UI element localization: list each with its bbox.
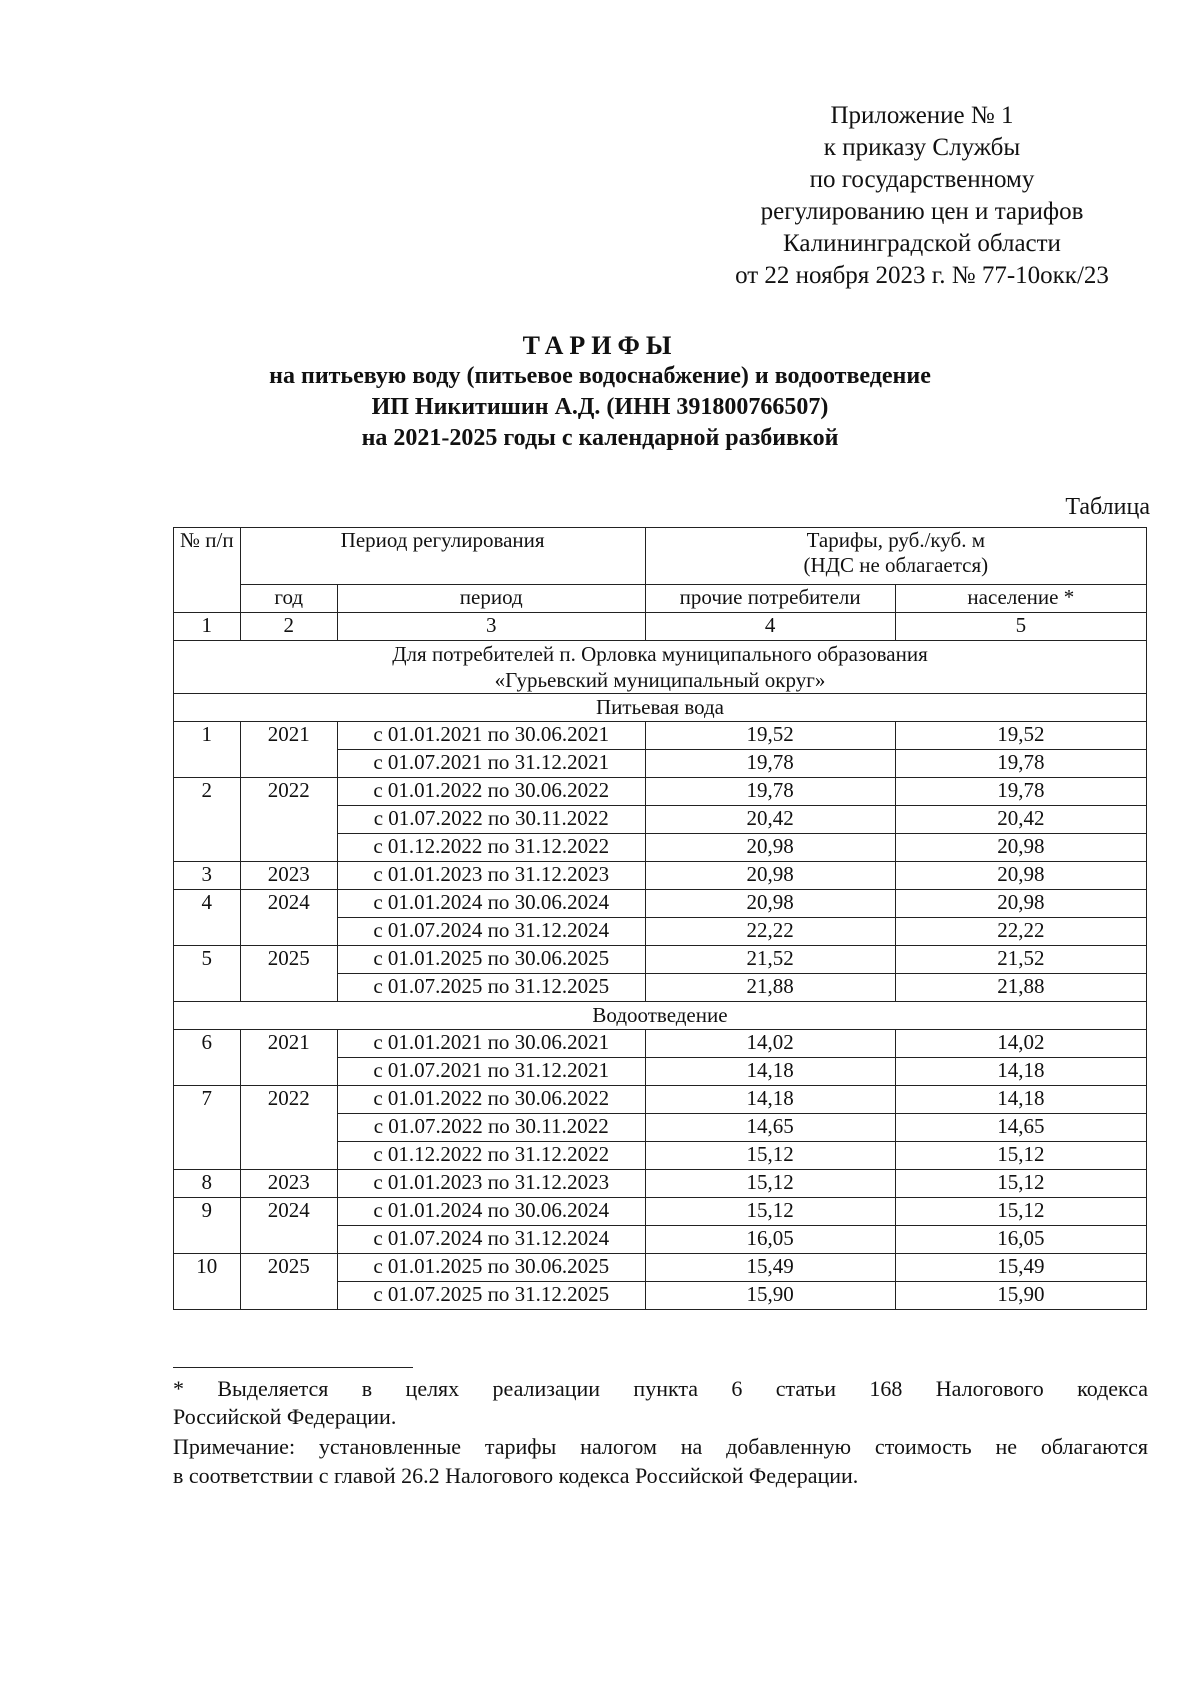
column-number: 2	[240, 613, 337, 641]
footnote-line: * Выделяется в целях реализации пункта 6 статьи 168 Налогового кодекса	[173, 1376, 1148, 1401]
tariff-population: 20,98	[895, 890, 1146, 918]
table-header-row	[174, 528, 1147, 585]
appendix-line: от 22 ноября 2023 г. № 77-10окк/23	[735, 262, 1109, 289]
footnote	[173, 1375, 1148, 1431]
table-row	[174, 1170, 1147, 1198]
title-line: ИП Никитишин А.Д. (ИНН 391800766507)	[371, 394, 829, 420]
tariff-population: 15,12	[895, 1142, 1146, 1170]
row-number: 7	[174, 1086, 241, 1170]
header-other-consumers: прочие потребители	[645, 585, 895, 613]
row-year: 2024	[240, 890, 337, 946]
row-period: с 01.12.2022 по 31.12.2022	[337, 1142, 645, 1170]
row-period: с 01.07.2022 по 30.11.2022	[337, 806, 645, 834]
section-row	[174, 694, 1147, 722]
tariff-other-consumers: 15,90	[645, 1282, 895, 1310]
tariff-population: 20,42	[895, 806, 1146, 834]
row-period: с 01.01.2021 по 30.06.2021	[337, 722, 645, 750]
row-period: с 01.07.2022 по 30.11.2022	[337, 1114, 645, 1142]
document-title	[170, 330, 1030, 454]
consumers-line: Для потребителей п. Орловка муниципального образования	[392, 642, 928, 666]
appendix-line: Калининградской области	[783, 230, 1061, 257]
row-number: 8	[174, 1170, 241, 1198]
table-caption: Таблица	[1065, 494, 1150, 520]
row-number: 3	[174, 862, 241, 890]
tariff-population: 20,98	[895, 862, 1146, 890]
tariff-population: 20,98	[895, 834, 1146, 862]
footnote-divider	[173, 1367, 413, 1368]
column-number: 4	[645, 613, 895, 641]
row-year: 2021	[240, 722, 337, 778]
title-line: на питьевую воду (питьевое водоснабжение) и водоотведение	[269, 363, 931, 389]
tariff-population: 21,88	[895, 974, 1146, 1002]
tariff-other-consumers: 14,18	[645, 1086, 895, 1114]
tariff-population: 14,65	[895, 1114, 1146, 1142]
note-line: в соответствии с главой 26.2 Налогового кодекса Российской Федерации.	[173, 1463, 859, 1488]
table-row	[174, 1030, 1147, 1058]
tariff-population: 15,90	[895, 1282, 1146, 1310]
table-row	[174, 722, 1147, 750]
tariff-population: 19,78	[895, 778, 1146, 806]
tariff-other-consumers: 20,98	[645, 890, 895, 918]
row-period: с 01.07.2021 по 31.12.2021	[337, 1058, 645, 1086]
row-period: с 01.01.2025 по 30.06.2025	[337, 946, 645, 974]
row-period: с 01.01.2024 по 30.06.2024	[337, 1198, 645, 1226]
tariff-other-consumers: 14,65	[645, 1114, 895, 1142]
note-line: Примечание: установленные тарифы налогом на добавленную стоимость не облагаются	[173, 1434, 1148, 1459]
tariff-other-consumers: 21,52	[645, 946, 895, 974]
tariff-other-consumers: 15,12	[645, 1170, 895, 1198]
consumers-row	[174, 641, 1147, 694]
table-row	[174, 1254, 1147, 1282]
header-tariffs-line: (НДС не облагается)	[803, 553, 989, 577]
footnote-line: Российской Федерации.	[173, 1404, 397, 1429]
header-year: год	[240, 585, 337, 613]
table-row	[174, 946, 1147, 974]
row-period: с 01.07.2025 по 31.12.2025	[337, 1282, 645, 1310]
appendix-line: регулированию цен и тарифов	[760, 198, 1084, 225]
row-period: с 01.01.2021 по 30.06.2021	[337, 1030, 645, 1058]
tariff-population: 19,52	[895, 722, 1146, 750]
row-period: с 01.07.2024 по 31.12.2024	[337, 918, 645, 946]
header-num: № п/п	[174, 528, 241, 613]
table-row	[174, 1198, 1147, 1226]
title-line: на 2021-2025 годы с календарной разбивкой	[361, 425, 839, 451]
section-title: Водоотведение	[174, 1002, 1147, 1030]
row-period: с 01.07.2024 по 31.12.2024	[337, 1226, 645, 1254]
column-number: 3	[337, 613, 645, 641]
appendix-reference	[692, 100, 1152, 292]
row-year: 2025	[240, 946, 337, 1002]
row-period: с 01.07.2025 по 31.12.2025	[337, 974, 645, 1002]
tariff-other-consumers: 20,98	[645, 834, 895, 862]
header-tariffs-line: Тарифы, руб./куб. м	[806, 528, 986, 552]
appendix-line: Приложение № 1	[830, 102, 1014, 129]
row-period: с 01.01.2025 по 30.06.2025	[337, 1254, 645, 1282]
tariff-population: 15,12	[895, 1170, 1146, 1198]
column-number-row	[174, 613, 1147, 641]
row-period: с 01.01.2022 по 30.06.2022	[337, 1086, 645, 1114]
table-header-row	[174, 585, 1147, 613]
tariff-population: 19,78	[895, 750, 1146, 778]
tariff-other-consumers: 14,18	[645, 1058, 895, 1086]
consumers-line: «Гурьевский муниципальный округ»	[494, 668, 826, 692]
row-year: 2022	[240, 1086, 337, 1170]
tariff-population: 14,18	[895, 1086, 1146, 1114]
tariff-other-consumers: 20,42	[645, 806, 895, 834]
table-row	[174, 1086, 1147, 1114]
row-year: 2021	[240, 1030, 337, 1086]
section-row	[174, 1002, 1147, 1030]
row-number: 9	[174, 1198, 241, 1254]
header-tariffs-group	[645, 528, 1146, 585]
tariffs-table	[173, 527, 1147, 1310]
tariff-other-consumers: 19,78	[645, 778, 895, 806]
row-period: с 01.07.2021 по 31.12.2021	[337, 750, 645, 778]
section-title: Питьевая вода	[174, 694, 1147, 722]
row-period: с 01.12.2022 по 31.12.2022	[337, 834, 645, 862]
tariff-population: 16,05	[895, 1226, 1146, 1254]
note	[173, 1432, 1148, 1490]
appendix-line: к приказу Службы	[823, 134, 1021, 161]
row-period: с 01.01.2023 по 31.12.2023	[337, 862, 645, 890]
row-number: 4	[174, 890, 241, 946]
column-number: 1	[174, 613, 241, 641]
header-period: период	[337, 585, 645, 613]
row-year: 2025	[240, 1254, 337, 1310]
tariff-population: 22,22	[895, 918, 1146, 946]
row-number: 10	[174, 1254, 241, 1310]
tariff-other-consumers: 22,22	[645, 918, 895, 946]
table-row	[174, 890, 1147, 918]
header-population: население *	[895, 585, 1146, 613]
row-number: 2	[174, 778, 241, 862]
tariff-population: 15,12	[895, 1198, 1146, 1226]
tariff-other-consumers: 16,05	[645, 1226, 895, 1254]
tariff-other-consumers: 21,88	[645, 974, 895, 1002]
tariff-other-consumers: 19,52	[645, 722, 895, 750]
row-number: 6	[174, 1030, 241, 1086]
tariff-other-consumers: 19,78	[645, 750, 895, 778]
row-number: 5	[174, 946, 241, 1002]
title-main: ТАРИФЫ	[522, 331, 678, 360]
tariff-other-consumers: 20,98	[645, 862, 895, 890]
tariff-other-consumers: 15,49	[645, 1254, 895, 1282]
tariff-population: 14,18	[895, 1058, 1146, 1086]
tariff-population: 21,52	[895, 946, 1146, 974]
tariff-population: 15,49	[895, 1254, 1146, 1282]
appendix-line: по государственному	[809, 166, 1035, 193]
row-year: 2024	[240, 1198, 337, 1254]
table-row	[174, 778, 1147, 806]
row-period: с 01.01.2022 по 30.06.2022	[337, 778, 645, 806]
tariff-other-consumers: 14,02	[645, 1030, 895, 1058]
table-row	[174, 862, 1147, 890]
tariff-other-consumers: 15,12	[645, 1198, 895, 1226]
row-number: 1	[174, 722, 241, 778]
consumers-cell	[174, 641, 1147, 694]
row-period: с 01.01.2024 по 30.06.2024	[337, 890, 645, 918]
column-number: 5	[895, 613, 1146, 641]
row-year: 2022	[240, 778, 337, 862]
tariff-other-consumers: 15,12	[645, 1142, 895, 1170]
tariff-population: 14,02	[895, 1030, 1146, 1058]
row-year: 2023	[240, 862, 337, 890]
header-period-group: Период регулирования	[240, 528, 645, 585]
row-period: с 01.01.2023 по 31.12.2023	[337, 1170, 645, 1198]
row-year: 2023	[240, 1170, 337, 1198]
